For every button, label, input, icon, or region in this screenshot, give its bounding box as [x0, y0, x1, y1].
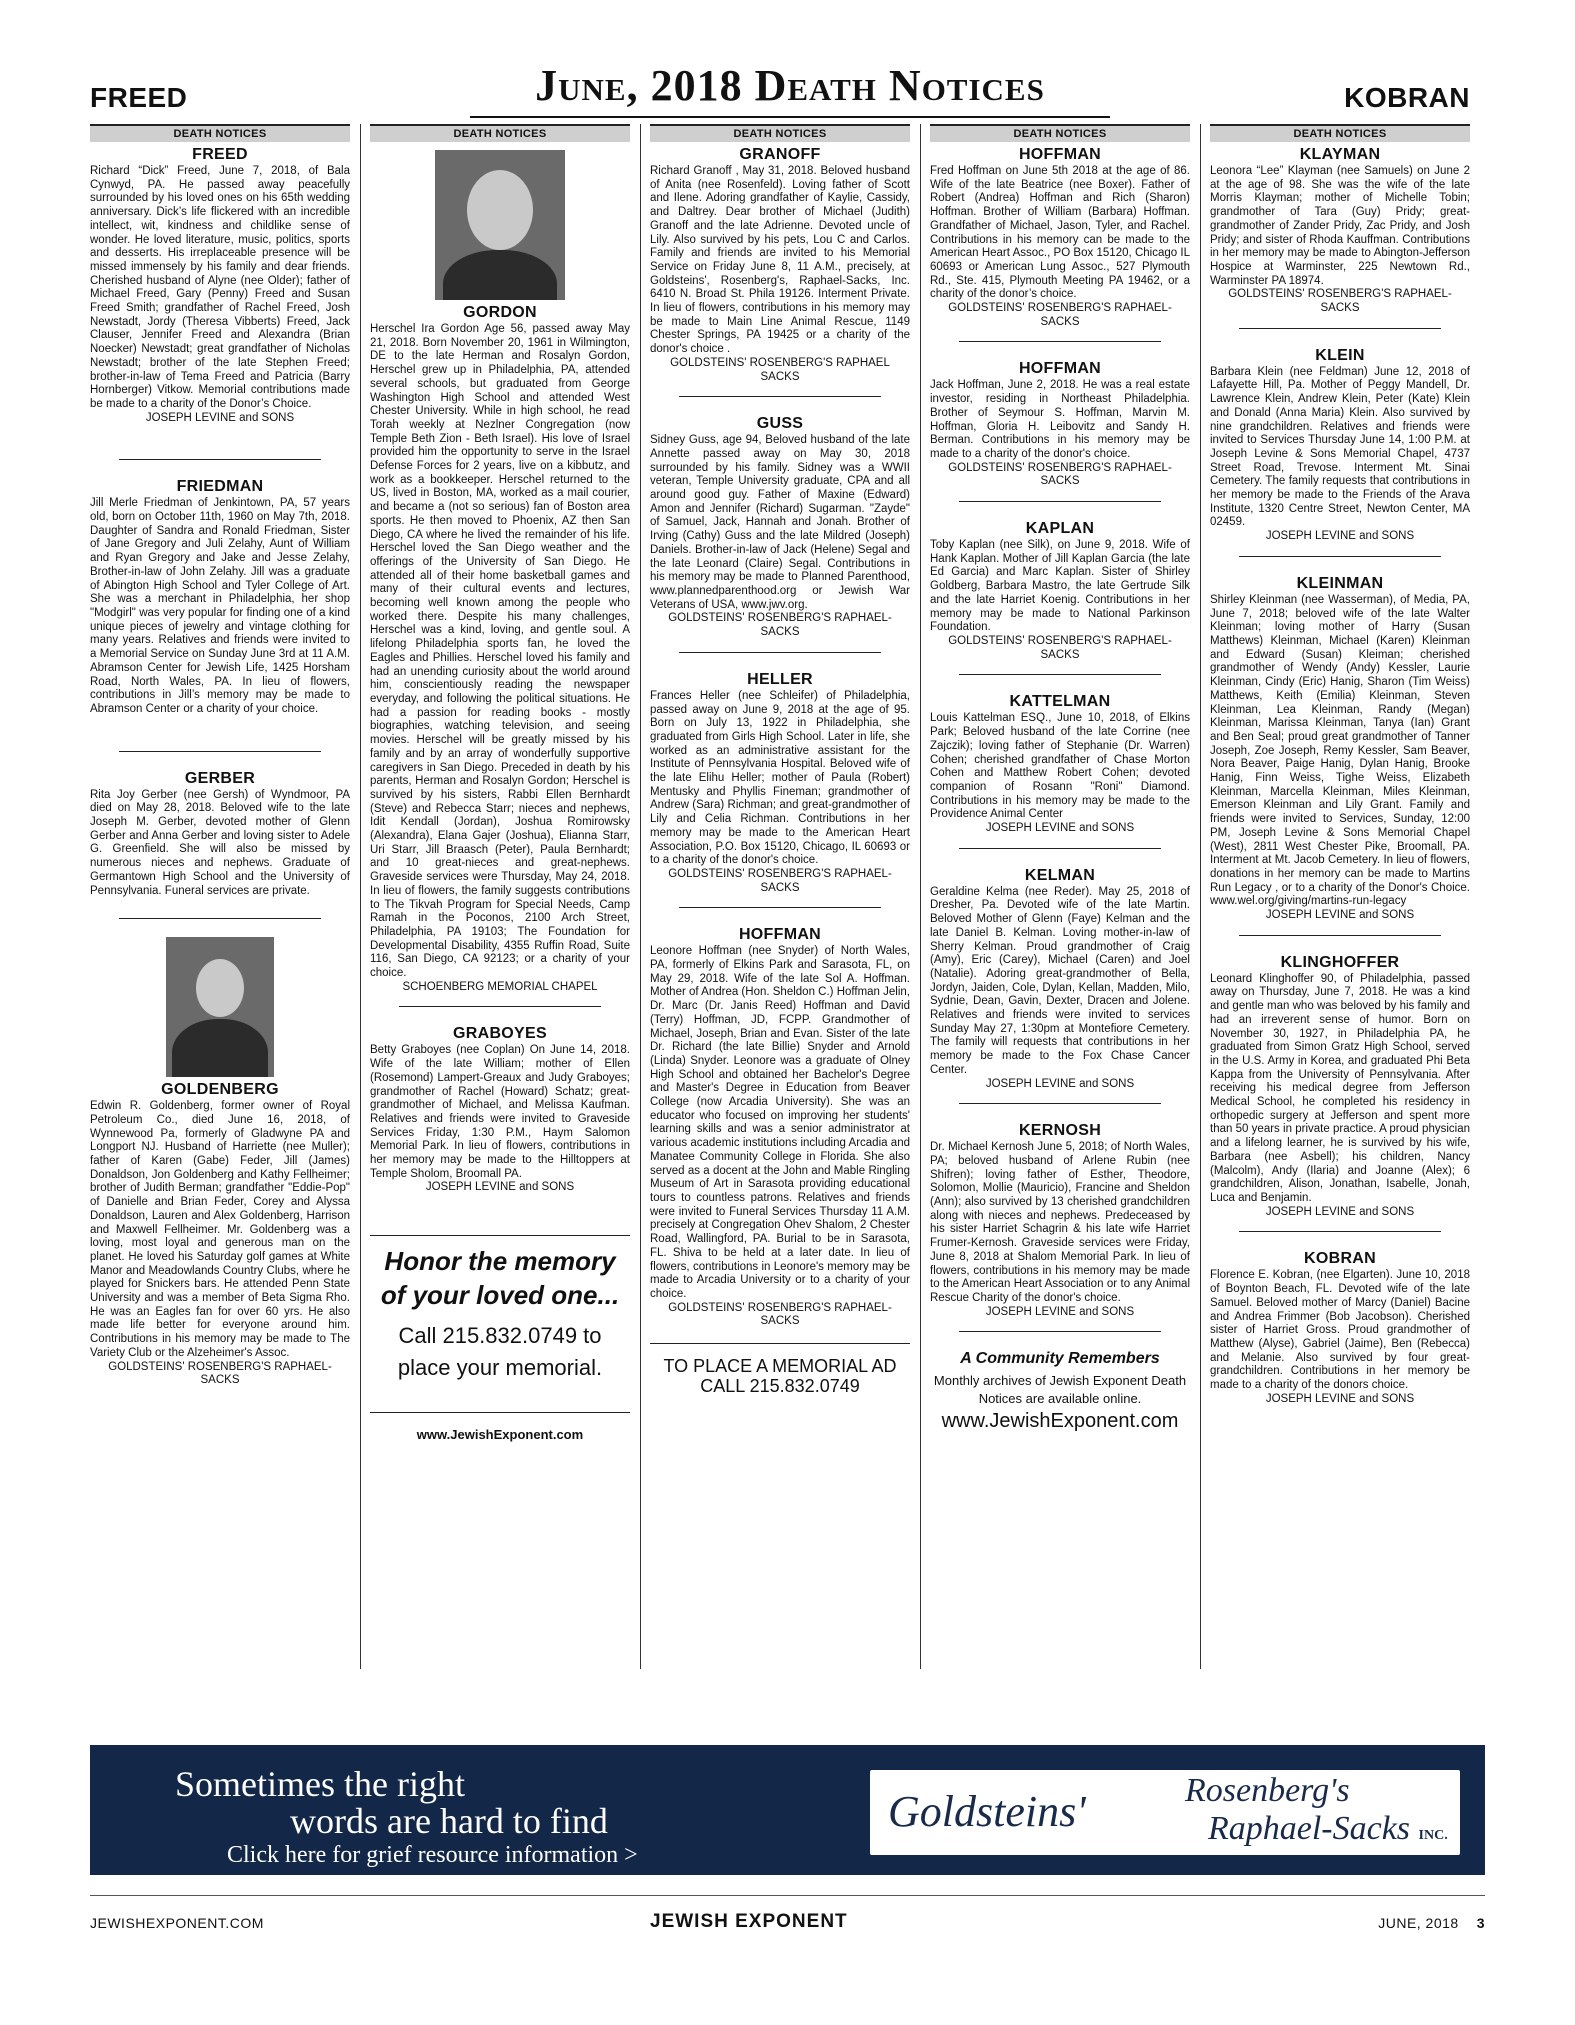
funeral-home: JOSEPH LEVINE and SONS	[145, 411, 295, 424]
notice	[650, 926, 910, 1329]
funeral-home: GOLDSTEINS' ROSENBERG'S RAPHAEL-SACKS	[668, 1301, 892, 1328]
page-title: June, 2018 Death Notices	[535, 61, 1045, 110]
notice-body: Geraldine Kelma (nee Reder). May 25, 2018 of Dresher, Pa. Devoted wife of the late Martin. Beloved Mother of Glenn (Faye) Kelman and the late Daniel B. Kelman. Loving mother-in-law of Sherry Kelman. Proud grandmother of Craig (Amy), Eric (Carey), Michael (Caren) and Joel (Natalie). Adoring great-grandmother of Bella, Jordyn, Jaiden, Cole, Dylan, Kellan, Madden, Milo, Sydnie, Dean, Gavin, Dexter, Dracen and Jolene. Relatives and friends were invited to services Sunday May 27, 1:30pm at Montefiore Cemetery. The family will requests that contributions in her memory be made to the Fox Chase Cancer Center.	[930, 885, 1190, 1076]
notice-body: Edwin R. Goldenberg, former owner of Royal Petroleum Co., died June 16, 2018, of Wynnewood Pa, formerly of Gladwyne PA and Longport NJ. Husband of Harriette (nee Muller); father of Karen (Gabe) Feder, Jill (James) Donaldson, Jon Goldenberg and Kathy Fellheimer; brother of Judith Berman; grandfather "Eddie-Pop" of Danielle and Brian Feder, Corey and Alyssa Donaldson, Lauren and Alex Goldenberg, Harrison and Maxwell Fellheimer. Mr. Goldenberg was a loving, most loyal and generous man on the planet. He loved his Saturday golf games at White Manor and Meadowlands Country Clubs, where he played for Snickers bars. He attended Penn State University and was a member of Beta Sigma Rho. He was an Eagles fan for over 60 yrs. He also made life better for everyone around him. Contributions in his memory may be made to The Variety Club or the Alzeheimer's Assoc.	[90, 1100, 350, 1359]
notice-name: HOFFMAN	[738, 926, 822, 944]
banner-line-1: Sometimes the right	[175, 1764, 465, 1804]
portrait-photo	[166, 937, 274, 1077]
divider	[959, 1103, 1162, 1104]
notice-name: KOBRAN	[1303, 1250, 1377, 1268]
notice-name: GOLDENBERG	[161, 1081, 279, 1099]
column-1	[90, 124, 350, 1684]
divider	[679, 396, 882, 397]
funeral-home: GOLDSTEINS' ROSENBERG'S RAPHAEL-SACKS	[948, 302, 1172, 328]
logo-text-c	[1208, 1810, 1448, 1848]
funeral-home: JOSEPH LEVINE and SONS	[985, 822, 1135, 835]
notice-body: Richard Granoff , May 31, 2018. Beloved husband of Anita (nee Rosenfeld). Loving father of Scott and Ilene. Adoring grandfather of Kaylie, Cassidy, and Daltrey. Dear brother of Michael (Judith) Granoff and the late Adrienne. Devoted uncle of Lily. Also survived by his pets, Lou C and Carlos. Family and friends are invited to his Memorial Service on Friday June 8, 11 A.M., precisely, at Goldsteins', Rosenberg's, Raphael-Sacks, Inc. 6410 N. Broad St. Phila 19126. Interment Private. In lieu of flowers, contributions in his memory may be made to Main Line Animal Rescue, 1149 Chester Springs, PA 19425 or a charity of the donor's choice .	[650, 165, 910, 356]
funeral-home: JOSEPH LEVINE and SONS	[1265, 1205, 1415, 1218]
memorial-promo	[370, 1235, 630, 1442]
notice	[930, 1122, 1190, 1319]
title-rule	[470, 116, 1110, 118]
funeral-home: GOLDSTEINS' ROSENBERG'S RAPHAEL-SACKS	[668, 612, 892, 639]
footer-date: JUNE, 2018	[1378, 1915, 1459, 1931]
divider	[1239, 328, 1442, 329]
footer-publication: JEWISH EXPONENT	[650, 1911, 848, 1932]
community-remembers	[930, 1350, 1190, 1433]
notice-body: Jill Merle Friedman of Jenkintown, PA, 57 years old, born on October 11th, 1960 on May 7th, 2018. Daughter of Sandra and Ronald Friedman, Sister of Jane Gregory and Juli Zelahy, Aunt of William and Ryan Gregory and Jake and Jesse Zelahy, Brother-in-law of John Zelahy. Jill was a graduate of Abington High School and Tyler College of Art. She was a merchant in Philadelphia, her shop "Modgirl" was very popular for finding one of a kind unique pieces of jewelry and vintage clothing for many years. Relatives and friends were invited to a Memorial Service on Sunday June 3rd at 11 A.M. Abramson Center for Jewish Life, 1425 Horsham Road, North Wales, PA. In lieu of flowers, contributions in Jill’s memory may be made to Abramson Center or a charity of your choice.	[90, 497, 350, 715]
promo-heading: Honor the memory of your loved one...	[380, 1246, 620, 1311]
promo-url-link[interactable]: www.JewishExponent.com	[370, 1412, 630, 1442]
notice-name: KAPLAN	[1025, 520, 1095, 538]
header-last-surname: KOBRAN	[1344, 82, 1470, 113]
column-bar: DEATH NOTICES	[930, 124, 1190, 142]
remember-text: Monthly archives of Jewish Exponent Death Notices are available online.	[933, 1373, 1187, 1407]
notice-name: HOFFMAN	[1018, 360, 1102, 378]
column-rule	[1200, 124, 1201, 1669]
column-bar: DEATH NOTICES	[1210, 124, 1470, 142]
notice-name: KERNOSH	[1018, 1122, 1102, 1140]
notice	[90, 770, 350, 899]
notice-name: KLINGHOFFER	[1280, 953, 1400, 971]
notice-name: KLAYMAN	[1299, 146, 1381, 163]
notice	[930, 146, 1190, 329]
divider	[679, 652, 882, 653]
funeral-home: JOSEPH LEVINE and SONS	[985, 1077, 1135, 1090]
notice-name: KELMAN	[1024, 866, 1096, 884]
column-4	[930, 124, 1190, 1684]
notice	[90, 146, 350, 425]
funeral-home: JOSEPH LEVINE and SONS	[1265, 530, 1415, 543]
notice-body: Florence E. Kobran, (nee Elgarten). June 10, 2018 of Boynton Beach, FL. Devoted wife of the late Samuel. Beloved mother of Marcy (Daniel) Bacine and Andrea Frimmer (Bob Jacobson). Cherished sister of Harriet Gross. Proud grandmother of Matthew (Alyse), Gabriel (Jaime), Ben (Rebecca) and Melanie. Also survived by four great-grandchildren. Contributions in her memory be made to a charity of the donors choice.	[1210, 1269, 1470, 1392]
notice	[1210, 347, 1470, 544]
column-bar: DEATH NOTICES	[650, 124, 910, 142]
funeral-home: GOLDSTEINS' ROSENBERG'S RAPHAEL-SACKS	[668, 867, 892, 894]
logo-text-a: Goldsteins'	[888, 1787, 1086, 1836]
notice-name: GUSS	[756, 415, 804, 433]
logo-inc: INC.	[1418, 1828, 1448, 1843]
column-rule	[640, 124, 641, 1669]
notice-body: Herschel Ira Gordon Age 56, passed away May 21, 2018. Born November 20, 1961 in Wilmington, DE to the late Herman and Rosalyn Gordon, Herschel grew up in Philadelphia, PA, attended several schools, but graduated from George Washington High School and attended West Chester University. While in high school, he read Torah weekly at Nezlner Congregation (now Temple Beth Zion - Beth Israel). His love of Israel provided him the opportunity to serve in the Israel Defense Forces for 2 years, live on a kibbutz, and work as a bookkeeper. Herschel returned to the US, lived in Boston, MA, worked as a mail courier, and became a (not so serious) fan of Boston area sports. He then moved to Phoenix, AZ then San Diego, CA where he lived the remainder of his life. Herschel loved the San Diego weather and the offerings of the University of San Diego. He attended all of their home basketball games and many of their cultural events and lectures, becoming well known among the people who worked there. Despite his many challenges, Herschel was a kind, loving, and gentle soul. A lifelong Philadelphia sports fan, he loved the Eagles and Phillies. Herschel loved his family and had an unending curiosity about the world around him, conscientiously reading the newspaper everyday, and following the political situations. He had a passion for reading books - mostly biographies, watching television, and seeing movies. Herschel will be greatly missed by his family and by an array of wonderfully supportive caregivers in San Diego. Preceded in death by his parents, Herman and Rosalyn Gordon; Herschel is survived by his sisters, Rabbi Ellen Bernhardt (Steve) and Rebecca Starr; nieces and nephews, Idit Kendall (Jordan), Joshua Romirowsky (Alexandra), Elana Gajer (Joshua), Elianna Starr, Uri Starr, Jill Braasch (Peter), Paula Bernhardt; and 10 great-nieces and great-nephews. Graveside services were Thursday, May 24, 2018. In lieu of flowers, the family suggests contributions to The Tikvah Program for Special Needs, Camp Ramah in the Poconos, 2100 Arch Street, Philadelphia, PA 19103; The Foundation for Developmental Disability, 4355 Ruffin Road, Suite 116, San Diego, CA 92123; or a charity of your choice.	[370, 323, 630, 980]
header-first-surname: FREED	[90, 82, 188, 113]
notice-name: HELLER	[747, 670, 813, 688]
divider	[1239, 1231, 1442, 1232]
column-rule	[920, 124, 921, 1669]
page-number: 3	[1476, 1915, 1485, 1931]
notice-body: Fred Hoffman on June 5th 2018 at the age of 86. Wife of the late Beatrice (nee Boxer). Father of Robert (Andrea) Hoffman and Rich (Sharon) Hoffman. Brother of William (Barbara) Hoffman. Grandfather of Michael, Jason, Tyler, and Rachel. Contributions in his memory can be made to the American Heart Assoc., PO Box 15120, Chicago IL 60693 or American Lung Assoc., 527 Plymouth Rd., Ste. 415, Plymouth Meeting PA 19462, or a charity of the donor’s choice.	[930, 165, 1190, 301]
notice-body: Barbara Klein (nee Feldman) June 12, 2018 of Lafayette Hill, Pa. Mother of Peggy Mandell, Dr. Lawrence Klein, Andrew Klein, Peter (Kate) Klein and Donald (Anna Maria) Klein. Also survived by nine grandchildren. Relatives and friends were invited to Services Thursday June 14, 1:00 P.M. at Joseph Levine & Sons Memorial Chapel, 4737 Street Road, Trevose. Interment Mt. Sinai Cemetery. The family requests that contributions in her memory be made to the Friends of the Arava Institute, 1320 Centre Street, Newton Center, MA 02459.	[1210, 365, 1470, 529]
divider	[679, 907, 882, 908]
funeral-home: SCHOENBERG MEMORIAL CHAPEL	[402, 980, 598, 993]
funeral-home-logo	[870, 1770, 1460, 1855]
notice-body: Betty Graboyes (nee Coplan) On June 14, 2018. Wife of the late William; mother of Ellen (Rosemond) Lampert-Greaux and Judy Graboyes; grandmother of Rachel (Howard) Schatz; great-grandmother of Michael, and Melissa Kaufman. Relatives and friends were invited to Graveside Services Friday, 1:30 P.M., Haym Salomon Memorial Park. In lieu of flowers, contributions in her memory may be made to the Hilltoppers at Temple Sholom, Broomall PA.	[370, 1044, 630, 1180]
funeral-home: GOLDSTEINS' ROSENBERG'S RAPHAEL-SACKS	[948, 461, 1172, 488]
notice-body: Jack Hoffman, June 2, 2018. He was a real estate investor, residing in Northeast Philadelphia. Brother of Seymour S. Hoffman, Marvin M. Hoffman, Gloria H. Leibovitz and Sandy H. Berman. Contributions in his memory may be made to a charity of the donor's choice.	[930, 379, 1190, 460]
column-2	[370, 124, 630, 1684]
notice	[930, 360, 1190, 489]
notice-body: Frances Heller (nee Schleifer) of Philadelphia, passed away on June 9, 2018 at the age of 95. Born on July 13, 1922 in Philadelphia, she graduated from Girls High School. Later in life, she worked as an administrative assistant for the Institute of Pennsylvania Hospital. Beloved wife of the late Elihu Heller; mother of Paula (Robert) Mentusky and Phyllis Fineman; grandmother of Andrew (Sara) Richman; and great-grandmother of Lily and Celia Richman. Contributions in her memory may be made to the American Heart Association, P.O. Box 15120, Chicago, IL 60693 or to a charity of the donor's choice.	[650, 689, 910, 867]
notice-body: Sidney Guss, age 94, Beloved husband of the late Annette passed away on May 30, 2018 surrounded by his family. Sidney was a WWII veteran, Temple University graduate, CPA and all around good guy. Father of Maxine (Edward) Amon and Jennifer (Richard) Sugarman. "Zayde" of Samuel, Jack, Hannah and Jonah. Brother of Irving (Cathy) Guss and the late Mildred (Joseph) Daniels. Brother-in-law of Jack (Helene) Segal and the late Leonard (Claire) Segal. Contributions in his memory may be made to Planned Parenthood, www.plannedparenthood.org or Jewish War Veterans of USA, www.jwv.org.	[650, 434, 910, 611]
grief-resource-banner[interactable]	[90, 1745, 1485, 1875]
notice	[650, 671, 910, 896]
portrait-head	[196, 959, 244, 1017]
notice	[930, 693, 1190, 835]
divider	[119, 918, 322, 919]
funeral-home: JOSEPH LEVINE and SONS	[1265, 909, 1415, 922]
notice-body: Leonore Hoffman (nee Snyder) of North Wales, PA, formerly of Elkins Park and Sarasota, FL, on May 29, 2018. Wife of the late Sol A. Hoffman. Mother of Andrea (Hon. Sheldon C.) Hoffman Jelin, Dr. Marc (Dr. Janis Reed) Hoffman and David (Terry) Hoffman, JD, FCPP. Grandmother of Michael, Joseph, Brian and Evan. Sister of the late Dr. Richard (the late Billie) Snyder and Arnold (Linda) Snyder. Leonore was a graduate of Olney High School and obtained her Bachelor's Degree and Master's Degree in Education from Beaver College (now Arcadia University). She was an educator who focused on improving her students' learning skills and was a senior administrator at various academic institutions including Arcadia and Manatee Community College in Florida. She also served as a docent at the John and Mable Ringling Museum of Art in Sarasota providing educational tours to countless patrons. Relatives and friends were invited to Funeral Services Thursday 11 A.M. precisely at Congregation Ohev Shalom, 2 Chester Road, Wallingford, PA. Burial to be in Sarasota, FL. Shiva to be held at a later date. In lieu of flowers, contributions in Leonore's memory may be made to Arcadia University or to a charity of your choice.	[650, 945, 910, 1300]
portrait-head	[467, 170, 533, 250]
banner-line-2: words are hard to find	[290, 1801, 608, 1841]
banner-link[interactable]: Click here for grief resource information >	[227, 1842, 638, 1868]
footer-rule	[90, 1895, 1485, 1896]
funeral-home: GOLDSTEINS' ROSENBERG'S RAPHAEL-SACKS	[948, 634, 1172, 661]
notice-name: FREED	[192, 146, 248, 163]
funeral-home: JOSEPH LEVINE and SONS	[425, 1181, 575, 1194]
notice-body: Dr. Michael Kernosh June 5, 2018; of North Wales, PA; beloved husband of Arlene Rubin (nee Shifren); loving father of Esther, Theodore, Solomon, Mollie (Mauricio), Francine and Sheldon (Ann); also survived by 13 cherished grandchildren along with nieces and nephews. Predeceased by his sister Harriet Schagrin & his late wife Harriet Frumer-Kernosh. Graveside services were Friday, June 8, 2018 at Shalom Memorial Park. In lieu of flowers, contributions in his memory may be made to the American Heart Association or to any Animal Rescue Charity of the donor's choice.	[930, 1141, 1190, 1304]
portrait-body	[172, 1019, 268, 1077]
divider	[119, 459, 322, 460]
notice	[90, 1081, 350, 1388]
divider	[959, 674, 1162, 675]
divider	[399, 1006, 602, 1007]
notice-name: GRABOYES	[453, 1025, 547, 1043]
notice-name: FRIEDMAN	[176, 478, 264, 496]
funeral-home: GOLDSTEINS' ROSENBERG'S RAPHAEL SACKS	[670, 356, 890, 383]
footer-website: JEWISHEXPONENT.COM	[90, 1915, 264, 1931]
notice	[370, 304, 630, 994]
notice-name: GRANOFF	[739, 146, 821, 163]
notice	[1210, 1250, 1470, 1406]
column-rule	[360, 124, 361, 1669]
divider	[959, 341, 1162, 342]
divider	[1239, 935, 1442, 936]
logo-text-c-main: Raphael-Sacks	[1208, 1810, 1411, 1847]
notice	[1210, 954, 1470, 1220]
funeral-home: GOLDSTEINS' ROSENBERG'S RAPHAEL-SACKS	[108, 1360, 332, 1387]
notice-name: HOFFMAN	[1018, 146, 1102, 163]
portrait-body	[443, 250, 557, 300]
notice-body: Leonora “Lee” Klayman (nee Samuels) on June 2 at the age of 98. She was the wife of the late Morris Klayman; mother of Michelle Tobin; grandmother of Tara (Guy) Pridy; great-grandmother of Zander Pridy, Zac Pridy, and Josh Pridy; and sister of Rhoda Kauffman. Contributions in her memory may be made to Abington-Jefferson Hospice at Warminster, 225 Newtown Rd., Warminster PA 18974.	[1210, 165, 1470, 287]
notice	[90, 478, 350, 716]
funeral-home: JOSEPH LEVINE and SONS	[1265, 1392, 1415, 1405]
notice	[370, 1025, 630, 1195]
notice	[1210, 146, 1470, 316]
notice-body: Richard “Dick” Freed, June 7, 2018, of Bala Cynwyd, PA. He passed away peacefully surrounded by his loved ones on his 65th wedding anniversary. Dick’s life flickered with an incredible intellect, wit, kindness and childlike sense of wonder. He loved literature, music, politics, sports and desserts. His irreplaceable presence will be missed immensely by his family and dear friends. Cherished husband of Alyne (nee Older); father of Michael Freed, Gary (Penny) Freed and Susan Freed Smith; grandfather of Rachel Freed, Josh Newstadt, Jordy (Theresa Vibberts) Freed, Jack Clauser, Jennifer Freed and Alexandra (Brian Noecker) Newstadt; great grandfather of Nicholas Newstadt; brother of the late Stephen Freed; brother-in-law of Tema Freed and Patricia (Barry Hornberger) Vitkow. Memorial contributions made be made to a charity of the Donor’s Choice.	[90, 165, 350, 410]
notice-body: Louis Kattelman ESQ., June 10, 2018, of Elkins Park; Beloved husband of the late Corrine (nee Zajczik); loving father of Stephanie (Dr. Warren) Cohen; cherished grandfather of Chase Morton Cohen and Matthew Robert Cohen; devoted companion of Rosann "Roni" Diamond. Contributions in his memory may be made to the Providence Animal Center	[930, 712, 1190, 821]
remember-heading: A Community Remembers	[960, 1350, 1160, 1368]
notice-name: KLEIN	[1315, 346, 1365, 364]
portrait-photo	[435, 150, 565, 300]
column-bar: DEATH NOTICES	[90, 124, 350, 142]
funeral-home: GOLDSTEINS' ROSENBERG'S RAPHAEL-SACKS	[1228, 288, 1452, 315]
funeral-home: JOSEPH LEVINE and SONS	[985, 1305, 1135, 1318]
divider	[959, 848, 1162, 849]
column-3	[650, 124, 910, 1684]
column-5	[1210, 124, 1470, 1684]
logo-text-b: Rosenberg's	[1185, 1772, 1350, 1809]
notice-body: Leonard Klinghoffer 90, of Philadelphia, passed away on Thursday, June 7, 2018. He was a kind and gentle man who was beloved by his family and had an irreverent sense of humor. Born on November 30, 1927, in Philadelphia PA, he graduated from Simon Gratz High School, served in the U.S. Army in Korea, and graduated Phi Beta Kappa from the University of Pennsylvania. After receiving his medical degree from Jefferson Medical School, he completed his residency in orthopedic surgery at Jefferson and spent more than 50 years in private practice. A proud physician and a lifelong learner, he is survived by his wife, Barbara (nee Asbell); his children, Nancy (Malcolm), Andy (Ilaria) and Joanne (Alex); 6 grandchildren, Alison, Jonathan, Isabelle, Jonah, Luca and Benjamin.	[1210, 972, 1470, 1204]
notice	[650, 146, 910, 384]
column-bar: DEATH NOTICES	[370, 124, 630, 142]
notice-name: GERBER	[184, 769, 256, 787]
footer-date-page	[1378, 1915, 1485, 1931]
notice-name: KATTELMAN	[1009, 693, 1111, 711]
divider	[119, 751, 322, 752]
notice	[650, 415, 910, 640]
place-memorial-ad: TO PLACE A MEMORIAL AD CALL 215.832.0749	[650, 1343, 910, 1396]
notice-body: Rita Joy Gerber (nee Gersh) of Wyndmoor, PA died on May 28, 2018. Beloved wife to the late Joseph M. Gerber, devoted mother of Glenn Gerber and Anna Gerber and loving sister to Adele G. Greenfield. She will also be missed by numerous nieces and nephews. Graduate of Germantown High School and the University of Pennsylvania. Funeral services are private.	[90, 788, 350, 897]
divider	[1239, 556, 1442, 557]
notice-body: Shirley Kleinman (nee Wasserman), of Media, PA, June 7, 2018; beloved wife of the late Walter Kleinman; loving mother of Harry (Susan Matthews) Kleinman, Michael (Karen) Kleinman and Edward (Susan) Kleiman; cherished grandmother of Wendy (Andy) Kessler, Laurie Kleinman, Cindy (Eric) Hanig, Sharon (Tim Weiss) Matthews, Keith (Emilia) Kleinman, Steven Kleinman, Lea Kleinman, Randy (Megan) Kleinman, Marissa Kleinman, Tanya (Ian) Grant and Ben Seal; proud great grandmother of Tanner Joseph, Zoe Joseph, Remy Kessler, Sam Beaver, Nora Beaver, Paige Hanig, Dylan Hanig, Brooke Hanig, Finn Weiss, Tighe Weiss, Elizabeth Kleinman, Marcella Kleinman, Miles Kleinman, Emerson Kleinman and Lily Grant. Family and friends were invited to Services, Sunday, 12:00 PM, Joseph Levine & Sons Memorial Chapel (West), 2811 West Chester Pike, Broomall, PA. Interment at Mt. Jacob Cemetery. In lieu of flowers, donations in her memory can be made to Martins Run Legacy , or to a charity of the Donor's Choice. www.wel.org/giving/martins-run-legacy	[1210, 593, 1470, 908]
notice	[930, 520, 1190, 662]
notice-name: KLEINMAN	[1296, 574, 1384, 592]
promo-text: Call 215.832.0749 to place your memorial.	[397, 1323, 603, 1381]
remember-url-link[interactable]: www.JewishExponent.com	[941, 1410, 1179, 1433]
notice-name: GORDON	[463, 304, 537, 321]
divider	[959, 501, 1162, 502]
notice	[1210, 575, 1470, 923]
divider	[959, 1331, 1162, 1332]
notice	[930, 867, 1190, 1092]
notice-body: Toby Kaplan (nee Silk), on June 9, 2018. Wife of Hank Kaplan. Mother of Jill Kaplan Garcia (the late Ed Garcia) and Marc Kaplan. Sister of Shirley Goldberg, Barbara Mastro, the late Gertrude Silk and the late Harriet Koenig. Contributions in her memory may be made to National Parkinson Foundation.	[930, 539, 1190, 634]
